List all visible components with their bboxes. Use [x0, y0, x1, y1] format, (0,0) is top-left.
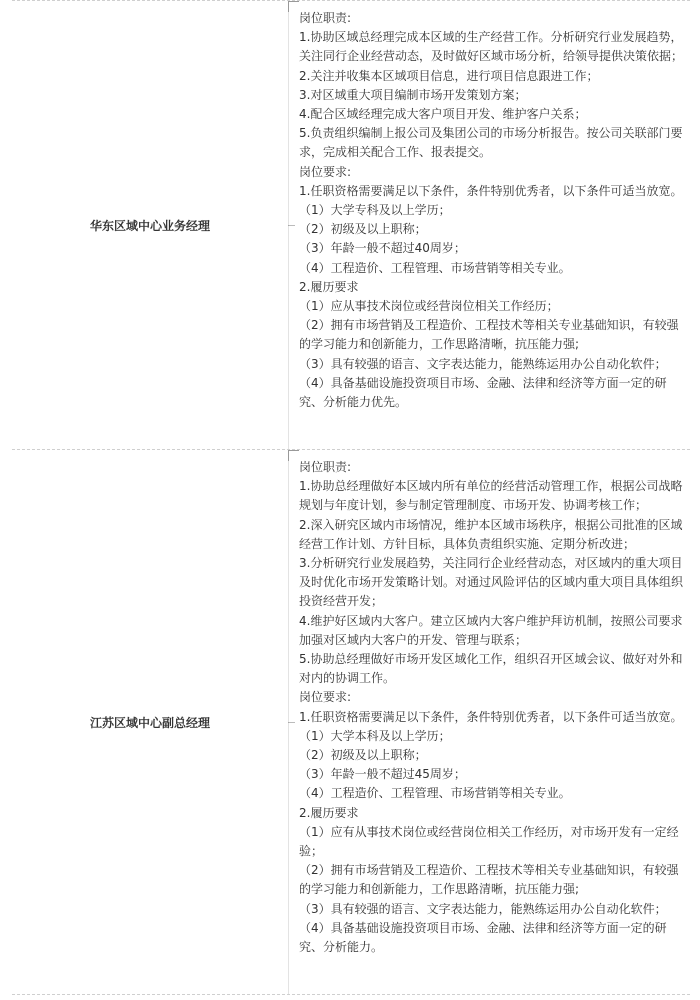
description-line: （4）具备基础设施投资项目市场、金融、法律和经济等方面一定的研究、分析能力。 — [299, 920, 667, 955]
job-description — [288, 450, 690, 994]
description-line: （1）大学本科及以上学历； — [299, 728, 451, 743]
job-row — [12, 450, 690, 995]
description-line: 2.履历要求 — [299, 805, 359, 820]
description-line: （2）拥有市场营销及工程造价、工程技术等相关专业基础知识，有较强的学习能力和创新能力，工作思路清晰，抗压能力强; — [299, 318, 679, 352]
description-line: （2）初级及以上职称； — [299, 748, 427, 763]
description-line: 岗位职责: — [299, 460, 352, 474]
description-line: 1.任职资格需要满足以下条件，条件特别优秀者，以下条件可适当放宽。 — [299, 183, 683, 198]
description-line: 岗位要求: — [299, 690, 352, 705]
description-line: （1）大学专科及以上学历； — [299, 203, 451, 218]
job-description — [288, 1, 690, 449]
description-line: 4.配合区域经理完成大客户项目开发、维护客户关系； — [299, 107, 587, 122]
description-line: 4.维护好区域内大客户。建立区域内大客户维护拜访机制，按照公司要求加强对区域内大客户的开发、管理与联系； — [299, 613, 683, 647]
description-line: 5.负责组织编制上报公司及集团公司的市场分析报告。按公司关联部门要求，完成相关配合工作、报表提交。 — [299, 126, 683, 160]
description-line: （4）工程造价、工程管理、市场营销等相关专业。 — [299, 260, 571, 275]
description-line: 2.履历要求 — [299, 279, 359, 294]
description-line: 5.协助总经理做好市场开发区域化工作，组织召开区域会议、做好对外和对内的协调工作。 — [299, 652, 683, 686]
description-line: 3.分析研究行业发展趋势，关注同行企业经营动态，对区域内的重大项目及时优化市场开发策略计划。对通过风险评估的区域内重大项目具体组织投资经营开发； — [299, 556, 684, 609]
description-line: （3）年龄一般不超过40周岁； — [299, 241, 466, 256]
job-row — [12, 0, 690, 450]
cell-corner-marker — [288, 1, 299, 12]
description-line: （3）具有较强的语言、文字表达能力，能熟练运用办公自动化软件； — [299, 356, 667, 371]
description-line: 岗位职责: — [299, 11, 352, 25]
description-line: （3）具有较强的语言、文字表达能力，能熟练运用办公自动化软件； — [299, 901, 667, 916]
description-line: （2）初级及以上职称； — [299, 222, 427, 237]
description-line: 2.关注并收集本区域项目信息，进行项目信息跟进工作； — [299, 68, 599, 83]
description-line: 1.任职资格需要满足以下条件，条件特别优秀者，以下条件可适当放宽。 — [299, 709, 683, 724]
description-line: （1）应从事技术岗位或经营岗位相关工作经历； — [299, 299, 559, 314]
description-line: 1.协助区域总经理完成本区域的生产经营工作。分析研究行业发展趋势，关注同行企业经营动态，及时做好区域市场分析，给领导提供决策依据； — [299, 30, 684, 64]
description-line: 3.对区域重大项目编制市场开发策划方案； — [299, 87, 527, 102]
cell-mid-marker — [288, 722, 295, 723]
description-line: （3）年龄一般不超过45周岁； — [299, 767, 466, 782]
description-line: （4）工程造价、工程管理、市场营销等相关专业。 — [299, 786, 571, 801]
job-table — [12, 0, 690, 995]
description-line: （4）具备基础设施投资项目市场、金融、法律和经济等方面一定的研究、分析能力优先。 — [299, 375, 667, 410]
job-title: 江苏区域中心副总经理 — [89, 715, 210, 730]
cell-corner-marker — [288, 450, 299, 461]
description-line: （2）拥有市场营销及工程造价、工程技术等相关专业基础知识，有较强的学习能力和创新能力，工作思路清晰，抗压能力强; — [299, 863, 679, 897]
description-line: 2.深入研究区域内市场情况，维护本区域市场秩序，根据公司批准的区域经营工作计划、方针目标，具体负责组织实施、定期分析改进； — [299, 517, 683, 551]
description-line: （1）应有从事技术岗位或经营岗位相关工作经历，对市场开发有一定经验； — [299, 824, 679, 859]
description-line: 岗位要求: — [299, 164, 352, 179]
job-title: 华东区域中心业务经理 — [89, 218, 210, 233]
cell-mid-marker — [288, 225, 295, 226]
description-line: 1.协助总经理做好本区域内所有单位的经营活动管理工作，根据公司战略规划与年度计划，参与制定管理制度、市场开发、协调考核工作； — [299, 479, 683, 513]
